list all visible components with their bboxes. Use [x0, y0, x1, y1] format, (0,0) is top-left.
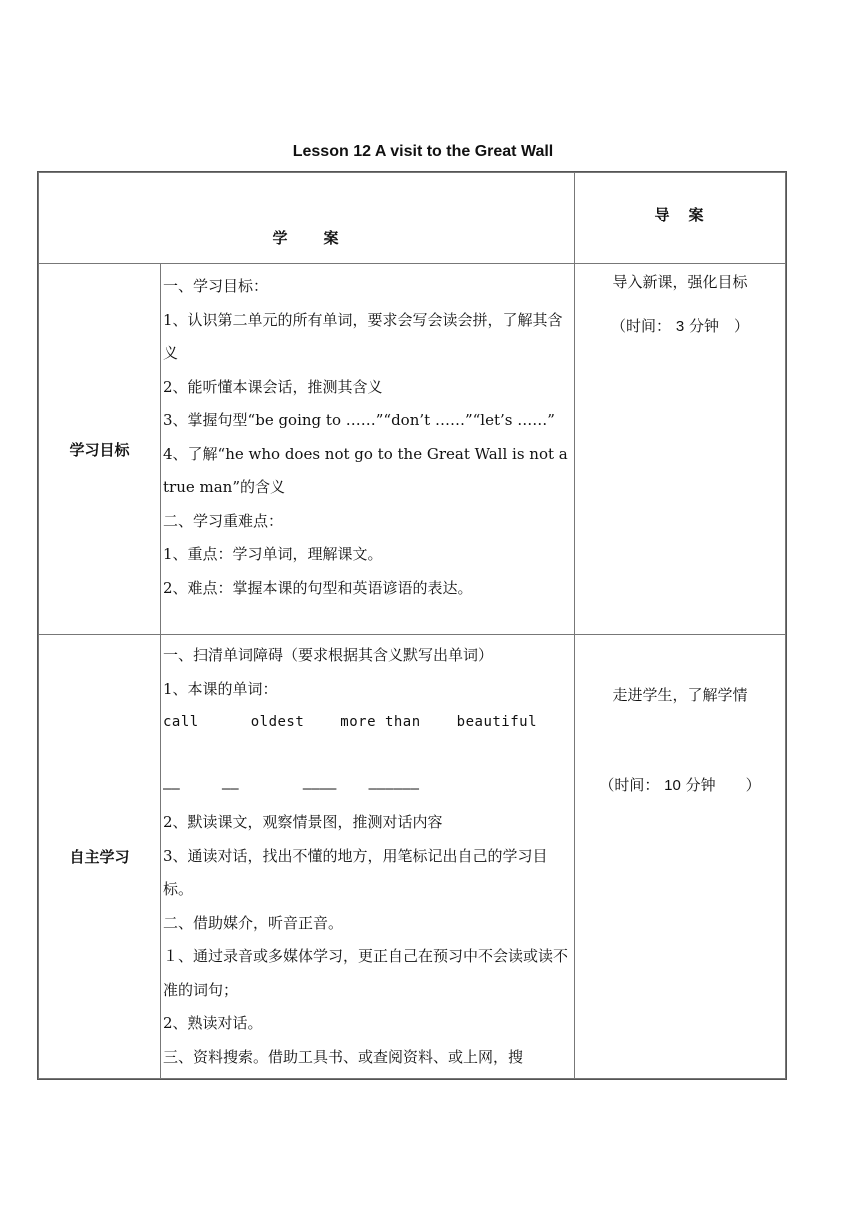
media-heading: 二、借助媒介，听音正音。: [163, 913, 344, 932]
key-point-item-1: 1、重点：学习单词，理解课文。: [163, 545, 383, 563]
objective-item-4: 4、了解“he who does not go to the Great Wall is not a true man”的含义: [163, 444, 568, 496]
vocab-word: beautiful: [456, 714, 538, 730]
header-study-plan-cell: [39, 173, 575, 264]
vocab-blank: ——: [163, 780, 180, 797]
vocab-words-row: [163, 706, 572, 740]
section-objectives-guide: [575, 264, 786, 635]
vocab-word: call: [163, 714, 199, 730]
objectives-heading: 一、学习目标：: [163, 277, 269, 295]
table-header-row: [39, 173, 786, 264]
objective-item-2: 2、能听懂本课会话，推测其含义: [163, 377, 383, 396]
guide-time-1: [575, 314, 785, 339]
vocab-blank: ——: [221, 780, 239, 797]
media-task-2: 2、熟读对话。: [163, 1014, 263, 1032]
research-heading: 三、资料搜索。借助工具书、或查阅资料、或上网，搜: [163, 1047, 524, 1066]
guide-time-2-value: 10: [664, 777, 681, 794]
guide-time-1-value: 3: [675, 318, 685, 335]
guide-time-2: [575, 773, 785, 798]
objective-item-1: 1、认识第二单元的所有单词，要求会写会读会拼，了解其含义: [163, 310, 563, 362]
guide-text-1: 导入新课，强化目标: [612, 273, 748, 291]
vocab-word: oldest: [250, 714, 305, 730]
document-title: Lesson 12 A visit to the Great Wall: [292, 143, 554, 160]
vocab-blank: ——————: [368, 780, 420, 797]
header-guide-plan-cell: [575, 173, 786, 264]
key-points-heading: 二、学习重难点：: [163, 511, 284, 530]
section-objectives-row: [39, 264, 786, 635]
vocab-word: more than: [340, 714, 421, 730]
vocab-blank: ————: [302, 780, 337, 797]
guide-text-2: 走进学生，了解学情: [612, 686, 748, 704]
lesson-plan-table: [38, 172, 786, 1079]
key-point-item-2: 2、难点：掌握本课的句型和英语谚语的表达。: [163, 578, 473, 597]
media-task-1: １、通过录音或多媒体学习，更正自己在预习中不会读或读不准的词句；: [163, 947, 569, 999]
study-task-3: 3、通读对话，找出不懂的地方，用笔标记出自己的学习目标。: [163, 846, 548, 898]
vocab-list-label: 1、本课的单词：: [163, 679, 278, 698]
header-study-plan: 学 案: [272, 230, 341, 247]
guide-time-2-suffix: 分钟 ）: [685, 776, 761, 794]
objective-item-3: 3、掌握句型“be going to ……”“don’t ……”“let’s ……”: [163, 411, 555, 429]
guide-time-1-prefix: （时间：: [611, 317, 672, 335]
section-self-study-guide: [575, 635, 786, 1079]
section-self-study-row: [39, 635, 786, 1079]
vocab-blanks-row: [163, 773, 572, 807]
guide-time-1-suffix: 分钟 ）: [688, 317, 749, 335]
study-task-2: 2、默读课文，观察情景图，推测对话内容: [163, 813, 443, 831]
section-objectives-content: [161, 264, 575, 635]
section-self-study-content: [161, 635, 575, 1079]
guide-time-2-prefix: （时间：: [599, 776, 660, 794]
header-guide-plan: 导 案: [654, 207, 706, 224]
section-self-study-label: 自主学习: [39, 635, 161, 1079]
vocab-task-heading: 一、扫清单词障碍（要求根据其含义默写出单词）: [163, 646, 494, 664]
section-objectives-label: 学习目标: [39, 264, 161, 635]
